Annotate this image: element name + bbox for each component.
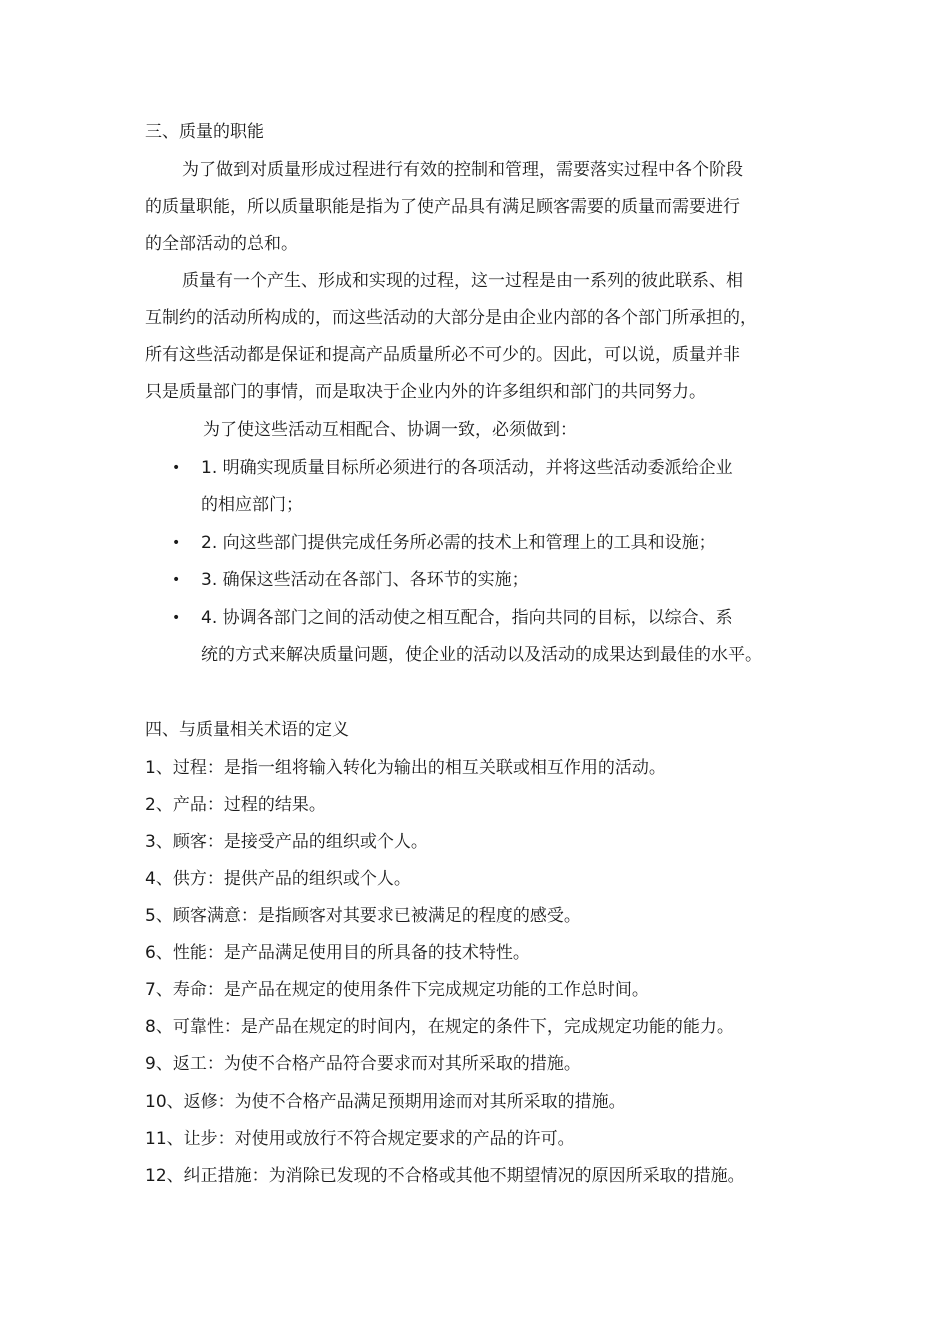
definition-item: 4、供方：提供产品的组织或个人。 <box>145 869 411 889</box>
paragraph-line: 所有这些活动都是保证和提高产品质量所必不可少的。因此，可以说，质量并非 <box>145 345 740 365</box>
definition-item: 1、过程：是指一组将输入转化为输出的相互关联或相互作用的活动。 <box>145 758 666 778</box>
definition-item: 12、纠正措施：为消除已发现的不合格或其他不期望情况的原因所采取的措施。 <box>145 1166 745 1186</box>
definition-item: 3、顾客：是接受产品的组织或个人。 <box>145 832 428 852</box>
bullet-icon: • <box>172 460 181 476</box>
paragraph-line: 为了做到对质量形成过程进行有效的控制和管理，需要落实过程中各个阶段 <box>182 160 743 180</box>
paragraph-line: 为了使这些活动互相配合、协调一致，必须做到： <box>203 420 577 440</box>
definition-item: 10、返修：为使不合格产品满足预期用途而对其所采取的措施。 <box>145 1092 626 1112</box>
definition-item: 6、性能：是产品满足使用目的所具备的技术特性。 <box>145 943 530 963</box>
paragraph-line: 的质量职能，所以质量职能是指为了使产品具有满足顾客需要的质量而需要进行 <box>145 197 740 217</box>
definition-item: 2、产品：过程的结果。 <box>145 795 326 815</box>
paragraph-line: 互制约的活动所构成的，而这些活动的大部分是由企业内部的各个部门所承担的， <box>145 308 757 328</box>
list-item: 2. 向这些部门提供完成任务所必需的技术上和管理上的工具和设施； <box>201 533 716 553</box>
bullet-icon: • <box>172 610 181 626</box>
list-item-continuation: 统的方式来解决质量问题，使企业的活动以及活动的成果达到最佳的水平。 <box>201 645 762 665</box>
list-item: 1. 明确实现质量目标所必须进行的各项活动，并将这些活动委派给企业 <box>201 458 733 478</box>
list-item: 3. 确保这些活动在各部门、各环节的实施； <box>201 570 529 590</box>
paragraph-line: 只是质量部门的事情，而是取决于企业内外的许多组织和部门的共同努力。 <box>145 382 706 402</box>
paragraph-line: 质量有一个产生、形成和实现的过程，这一过程是由一系列的彼此联系、相 <box>182 271 743 291</box>
list-item-continuation: 的相应部门； <box>201 495 303 515</box>
definition-item: 11、让步：对使用或放行不符合规定要求的产品的许可。 <box>145 1129 575 1149</box>
definition-item: 8、可靠性：是产品在规定的时间内，在规定的条件下，完成规定功能的能力。 <box>145 1017 734 1037</box>
section3-heading: 三、质量的职能 <box>145 122 264 142</box>
definition-item: 7、寿命：是产品在规定的使用条件下完成规定功能的工作总时间。 <box>145 980 649 1000</box>
bullet-icon: • <box>172 535 181 551</box>
bullet-icon: • <box>172 572 181 588</box>
definition-item: 9、返工：为使不合格产品符合要求而对其所采取的措施。 <box>145 1054 581 1074</box>
section4-heading: 四、与质量相关术语的定义 <box>145 720 349 740</box>
definition-item: 5、顾客满意：是指顾客对其要求已被满足的程度的感受。 <box>145 906 581 926</box>
list-item: 4. 协调各部门之间的活动使之相互配合，指向共同的目标，以综合、系 <box>201 608 733 628</box>
paragraph-line: 的全部活动的总和。 <box>145 234 298 254</box>
